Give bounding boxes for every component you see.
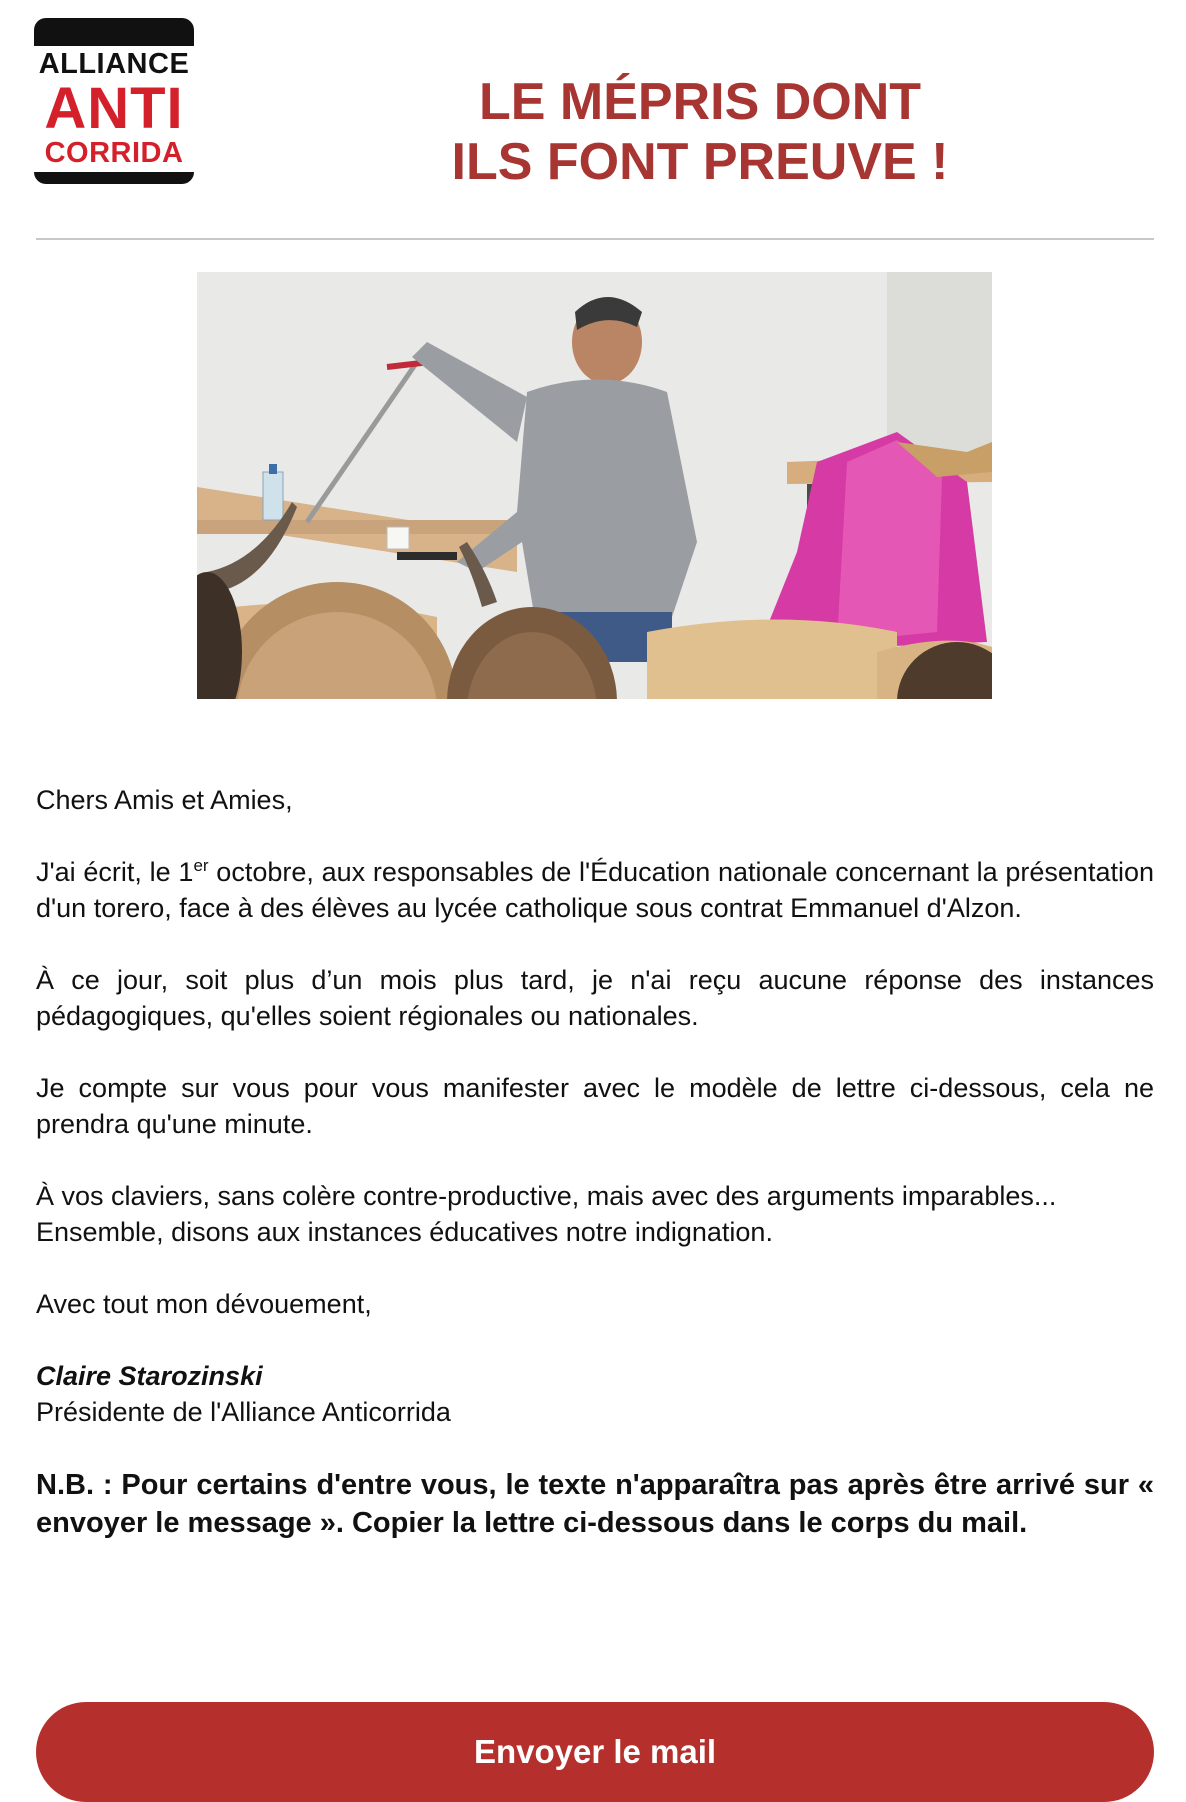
- logo-line-1: ALLIANCE: [38, 48, 190, 80]
- signature-name: Claire Starozinski: [36, 1361, 263, 1391]
- logo-line-3: CORRIDA: [44, 137, 184, 169]
- paragraph-2: À ce jour, soit plus d’un mois plus tard, je n'ai reçu aucune réponse des instances pédagogiques, qu'elles soient régionales ou nationales.: [36, 965, 1154, 1031]
- signature-role: Présidente de l'Alliance Anticorrida: [36, 1397, 451, 1427]
- article-photo: [197, 272, 992, 699]
- paragraph-1-start: J'ai écrit, le 1: [36, 857, 194, 887]
- message-body: [36, 782, 1154, 1578]
- title-line-1: LE MÉPRIS DONT: [478, 73, 922, 131]
- title-line-2: ILS FONT PREUVE !: [451, 133, 949, 191]
- photo-torero-classroom-icon: [197, 272, 992, 699]
- signature: [36, 1358, 1154, 1430]
- closing: Avec tout mon dévouement,: [36, 1289, 372, 1319]
- logo-line-2: ANTI: [44, 76, 184, 141]
- ordinal-superscript: er: [193, 856, 209, 875]
- paragraph-3: Je compte sur vous pour vous manifester avec le modèle de lettre ci-dessous, cela ne prendra qu'une minute.: [36, 1073, 1154, 1139]
- greeting: Chers Amis et Amies,: [36, 785, 293, 815]
- page-title: [360, 72, 1040, 192]
- send-mail-button[interactable]: Envoyer le mail: [36, 1702, 1154, 1802]
- paragraph-1: [36, 854, 1154, 926]
- alliance-anticorrida-logo[interactable]: [34, 18, 194, 184]
- paragraph-4: À vos claviers, sans colère contre-productive, mais avec des arguments imparables...: [36, 1181, 1057, 1211]
- header: [0, 0, 1186, 240]
- paragraph-1-end: octobre, aux responsables de l'Éducation nationale concernant la présentation d'un torero, face à des élèves au lycée catholique sous contrat Emmanuel d'Alzon.: [36, 857, 1154, 923]
- nb-note: N.B. : Pour certains d'entre vous, le texte n'apparaîtra pas après être arrivé sur « envoyer le message ». Copier la lettre ci-dessous dans le corps du mail.: [36, 1469, 1154, 1539]
- header-divider: [36, 238, 1154, 240]
- paragraph-5: Ensemble, disons aux instances éducatives notre indignation.: [36, 1217, 773, 1247]
